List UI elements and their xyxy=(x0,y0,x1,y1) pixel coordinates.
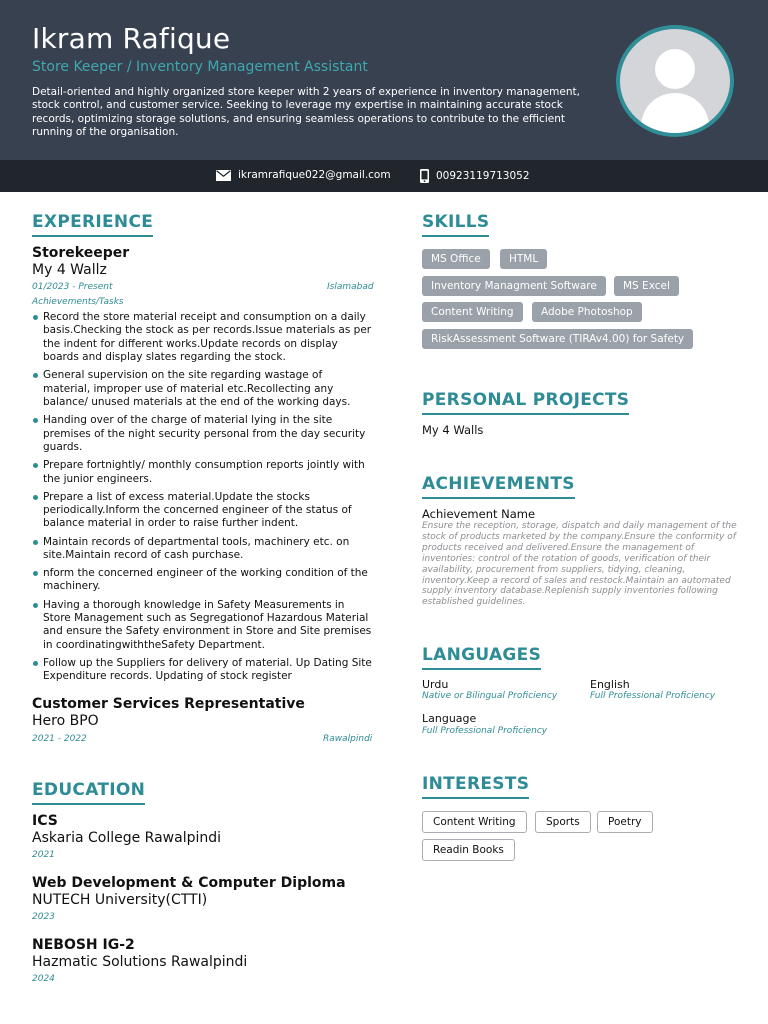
language-level: Native or Bilingual Proficiency xyxy=(422,691,558,701)
job-location: Rawalpindi xyxy=(323,734,373,744)
profile-summary: Detail-oriented and highly organized store keeper with 2 years of experience in inventory management, stock control, and customer service. Seeking to leverage my expertise in maintaining accurate stock records, optimizing storage solutions, and ensuring seamless operations to contribute to the efficient running of the organisation. xyxy=(32,86,580,139)
job-title: Customer Services Representative xyxy=(32,696,305,712)
education-school: NUTECH University(CTTI) xyxy=(32,892,208,908)
interest-tag: Readin Books xyxy=(422,839,515,861)
education-year: 2024 xyxy=(32,974,55,984)
education-year: 2021 xyxy=(32,850,55,860)
email-text: ikramrafique022@gmail.com xyxy=(238,169,391,181)
skill-tag: Inventory Managment Software xyxy=(422,276,606,296)
task-item: nform the concerned engineer of the working condition of the machinery. xyxy=(32,567,372,594)
profile-photo xyxy=(616,25,734,137)
language-name: Language xyxy=(422,712,477,725)
interest-tag: Poetry xyxy=(597,811,653,833)
education-degree: NEBOSH IG-2 xyxy=(32,937,135,953)
task-item: Handing over of the charge of material lying in the site premises of the night security personal from the day security guards. xyxy=(32,414,372,454)
job-company: Hero BPO xyxy=(32,713,99,729)
task-item: Prepare fortnightly/ monthly consumption reports jointly with the junior engineers. xyxy=(32,459,372,486)
skill-tag: MS Office xyxy=(422,249,490,269)
email-contact[interactable] xyxy=(216,169,391,181)
candidate-role: Store Keeper / Inventory Management Assistant xyxy=(32,59,368,75)
task-item: Maintain records of departmental tools, machinery etc. on site.Maintain record of cash purchase. xyxy=(32,536,372,563)
job-location: Islamabad xyxy=(327,282,374,292)
experience-heading: EXPERIENCE xyxy=(32,212,153,237)
phone-text: 00923119713052 xyxy=(436,170,530,182)
skill-tag: HTML xyxy=(500,249,547,269)
skill-tag: Content Writing xyxy=(422,302,523,322)
avatar-placeholder-icon xyxy=(620,29,730,133)
skill-tag: Adobe Photoshop xyxy=(532,302,642,322)
skill-tag: RiskAssessment Software (TIRAv4.00) for Safety xyxy=(422,329,693,349)
language-level: Full Professional Proficiency xyxy=(422,726,548,736)
language-name: Urdu xyxy=(422,678,449,691)
achievement-name: Achievement Name xyxy=(422,507,536,521)
achievements-heading: ACHIEVEMENTS xyxy=(422,474,575,499)
job-title: Storekeeper xyxy=(32,245,130,261)
education-degree: Web Development & Computer Diploma xyxy=(32,875,346,891)
task-item: Having a thorough knowledge in Safety Measurements in Store Management such as Segregationof Hazardous Material and ensure the Safety environment in Store and Site premises in coordinatingwiththeSafety Department. xyxy=(32,599,372,653)
achievement-description: Ensure the reception, storage, dispatch and daily management of the stock of products marketed by the company.Ensure the conformity of products received and delivered.Ensure the management of inventories: control of the rotation of goods, verification of their availability, procurement from suppliers, tidying, cleaning, inventory.Keep a record of sales and restock.Maintain an automated supply inventory database.Replenish supply inventories following established guidelines. xyxy=(422,521,737,608)
skills-heading: SKILLS xyxy=(422,212,489,237)
education-degree: ICS xyxy=(32,813,58,829)
languages-heading: LANGUAGES xyxy=(422,645,541,670)
skill-tag: MS Excel xyxy=(614,276,679,296)
interests-heading: INTERESTS xyxy=(422,774,529,799)
language-level: Full Professional Proficiency xyxy=(590,691,716,701)
phone-contact[interactable] xyxy=(420,169,530,183)
projects-heading: PERSONAL PROJECTS xyxy=(422,390,629,415)
project-item: My 4 Walls xyxy=(422,423,484,437)
job-company: My 4 Wallz xyxy=(32,262,107,278)
task-item: Record the store material receipt and consumption on a daily basis.Checking the stock as per records.Issue materials as per the indent for different works.Update records on display boards and display slates regarding the stock. xyxy=(32,311,372,365)
education-year: 2023 xyxy=(32,912,55,922)
mobile-phone-icon xyxy=(420,169,429,183)
contact-bar xyxy=(0,160,768,192)
task-item: Follow up the Suppliers for delivery of material. Up Dating Site Expenditure records. Updating of stock register xyxy=(32,657,372,684)
education-school: Askaria College Rawalpindi xyxy=(32,830,222,846)
resume-header xyxy=(0,0,768,160)
interest-tag: Sports xyxy=(535,811,591,833)
task-list xyxy=(32,311,372,688)
job-dates: 2021 - 2022 xyxy=(32,734,87,744)
task-item: General supervision on the site regarding wastage of material, improper use of material etc.Recollecting any balance/ unused materials at the end of the working days. xyxy=(32,369,372,409)
envelope-icon xyxy=(216,170,231,181)
tasks-label: Achievements/Tasks xyxy=(32,297,124,307)
education-school: Hazmatic Solutions Rawalpindi xyxy=(32,954,248,970)
candidate-name: Ikram Rafique xyxy=(32,22,231,55)
language-name: English xyxy=(590,678,630,691)
education-heading: EDUCATION xyxy=(32,780,145,805)
interest-tag: Content Writing xyxy=(422,811,527,833)
task-item: Prepare a list of excess material.Update the stocks periodically.Inform the concerned engineer of the status of balance material in order to raise further indent. xyxy=(32,491,372,531)
job-dates: 01/2023 - Present xyxy=(32,282,113,292)
